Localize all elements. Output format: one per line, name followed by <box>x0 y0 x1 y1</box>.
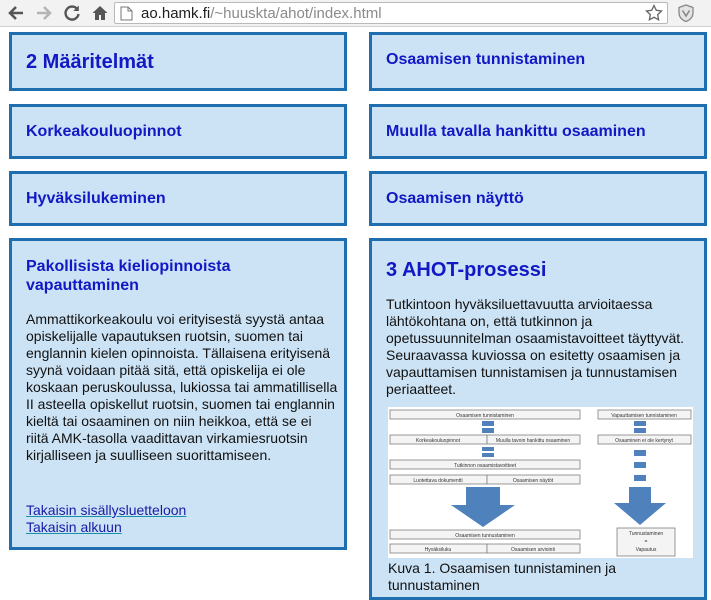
diagram-label: Hyväksiluku <box>424 546 452 553</box>
diagram-connector <box>482 421 494 426</box>
diagram-label: Osaamisen tunnustaminen <box>455 532 515 539</box>
heading-line-1: Pakollisista kieliopinnoista <box>26 258 231 275</box>
ahot-paragraph: Tutkintoon hyväksiluettavuutta arvioitaessa lähtökohtana on, että tutkinnon ja opetussuunnitelman osaamistavoitteet täyttyvät. Seuraavassa kuviossa on esitetty osaamisen ja vapauttamisen tunnistamisen ja tunnustamisen periaatteet. <box>386 296 685 397</box>
heading-line-2: vapauttaminen <box>26 277 139 294</box>
diagram-connector <box>482 428 494 433</box>
diagram-label: Tunnustaminen <box>628 531 664 537</box>
definitions-section <box>9 32 347 91</box>
muulla-tavalla-section <box>369 104 707 159</box>
url-text[interactable] <box>141 5 382 22</box>
shield-icon[interactable] <box>676 3 696 23</box>
back-to-top-link[interactable]: Takaisin alkuun <box>26 519 122 535</box>
diagram-connector <box>634 462 646 468</box>
ahot-process-section <box>369 238 707 600</box>
back-arrow-icon[interactable] <box>6 3 26 23</box>
diagram-connector <box>634 428 646 433</box>
diagram-connector <box>634 421 646 426</box>
hyvaksilukeminen-link[interactable]: Hyväksilukeminen <box>26 190 166 207</box>
diagram-label: Tutkinnon osaamistavoitteet <box>453 462 517 469</box>
reload-icon[interactable] <box>62 3 82 23</box>
osaamisen-tunnistaminen-section <box>369 32 707 91</box>
diagram-label: Vapauttamisen tunnistaminen <box>611 412 677 419</box>
definitions-heading[interactable]: 2 Määritelmät <box>26 51 154 73</box>
korkeakouluopinnot-link[interactable]: Korkeakouluopinnot <box>26 123 182 140</box>
url-host: ao.hamk.fi <box>141 5 211 22</box>
diagram-label: Osaaminen ei ole kertynyt <box>615 437 673 444</box>
diagram-big-arrow-right <box>614 487 666 525</box>
diagram-label: Osaamisen näytöt <box>512 477 554 484</box>
process-diagram <box>388 407 693 558</box>
diagram-label: Osaamisen arviointi <box>511 546 555 553</box>
diagram-connector <box>482 453 494 457</box>
osaamisen-naytto-link[interactable]: Osaamisen näyttö <box>386 190 524 207</box>
korkeakouluopinnot-section <box>9 104 347 159</box>
page-icon <box>120 6 133 26</box>
muulla-tavalla-link[interactable]: Muulla tavalla hankittu osaaminen <box>386 123 646 140</box>
diagram-label: Vapautus <box>635 547 657 553</box>
diagram-label: Osaamisen tunnistaminen <box>456 412 514 419</box>
diagram-connector <box>634 450 646 456</box>
osaamisen-naytto-section <box>369 171 707 226</box>
forward-arrow-icon[interactable] <box>34 3 54 23</box>
diagram-label: Korkeakouluopinnot <box>415 437 461 444</box>
back-to-toc-link[interactable]: Takaisin sisällysluetteloon <box>26 502 187 518</box>
exemption-paragraph: Ammattikorkeakoulu voi erityisestä syystä antaa opiskelijalle vapautuksen ruotsin, suomen tai englannin kielen opinnoista. Tällaisena erityisenä syynä voidaan pitää sitä, että opiskelija ei ole koskaan peruskoulussa, lukiossa tai ammatillisella II asteella opiskellut ruotsin, suomen tai englannin kieltä tai osaaminen on niin heikkoa, että se ei riitä AMK-tasolla vaadittavan virkamiesruotsin kirjalliseen ja suulliseen suorittamiseen. <box>26 311 338 463</box>
osaamisen-tunnistaminen-link[interactable]: Osaamisen tunnistaminen <box>386 51 586 68</box>
language-exemption-section <box>9 238 347 550</box>
hyvaksilukeminen-section <box>9 171 347 226</box>
diagram-label: Muulla tavoin hankittu osaaminen <box>495 437 571 444</box>
diagram-label: = <box>644 539 648 545</box>
url-path: /~huuskta/ahot/index.html <box>210 5 382 22</box>
diagram-svg <box>388 407 693 558</box>
language-exemption-heading <box>26 257 326 295</box>
diagram-connector <box>634 475 646 481</box>
diagram-connector <box>482 447 494 451</box>
diagram-label: Luotettava dokumentti <box>413 477 463 484</box>
diagram-big-arrow <box>451 487 515 527</box>
figure-caption: Kuva 1. Osaamisen tunnistaminen ja tunnustaminen <box>388 560 617 593</box>
ahot-process-heading: 3 AHOT-prosessi <box>386 259 547 281</box>
home-icon[interactable] <box>90 3 110 23</box>
bookmark-star-icon[interactable] <box>645 4 663 27</box>
browser-toolbar <box>0 0 711 27</box>
address-bar[interactable] <box>114 2 668 24</box>
